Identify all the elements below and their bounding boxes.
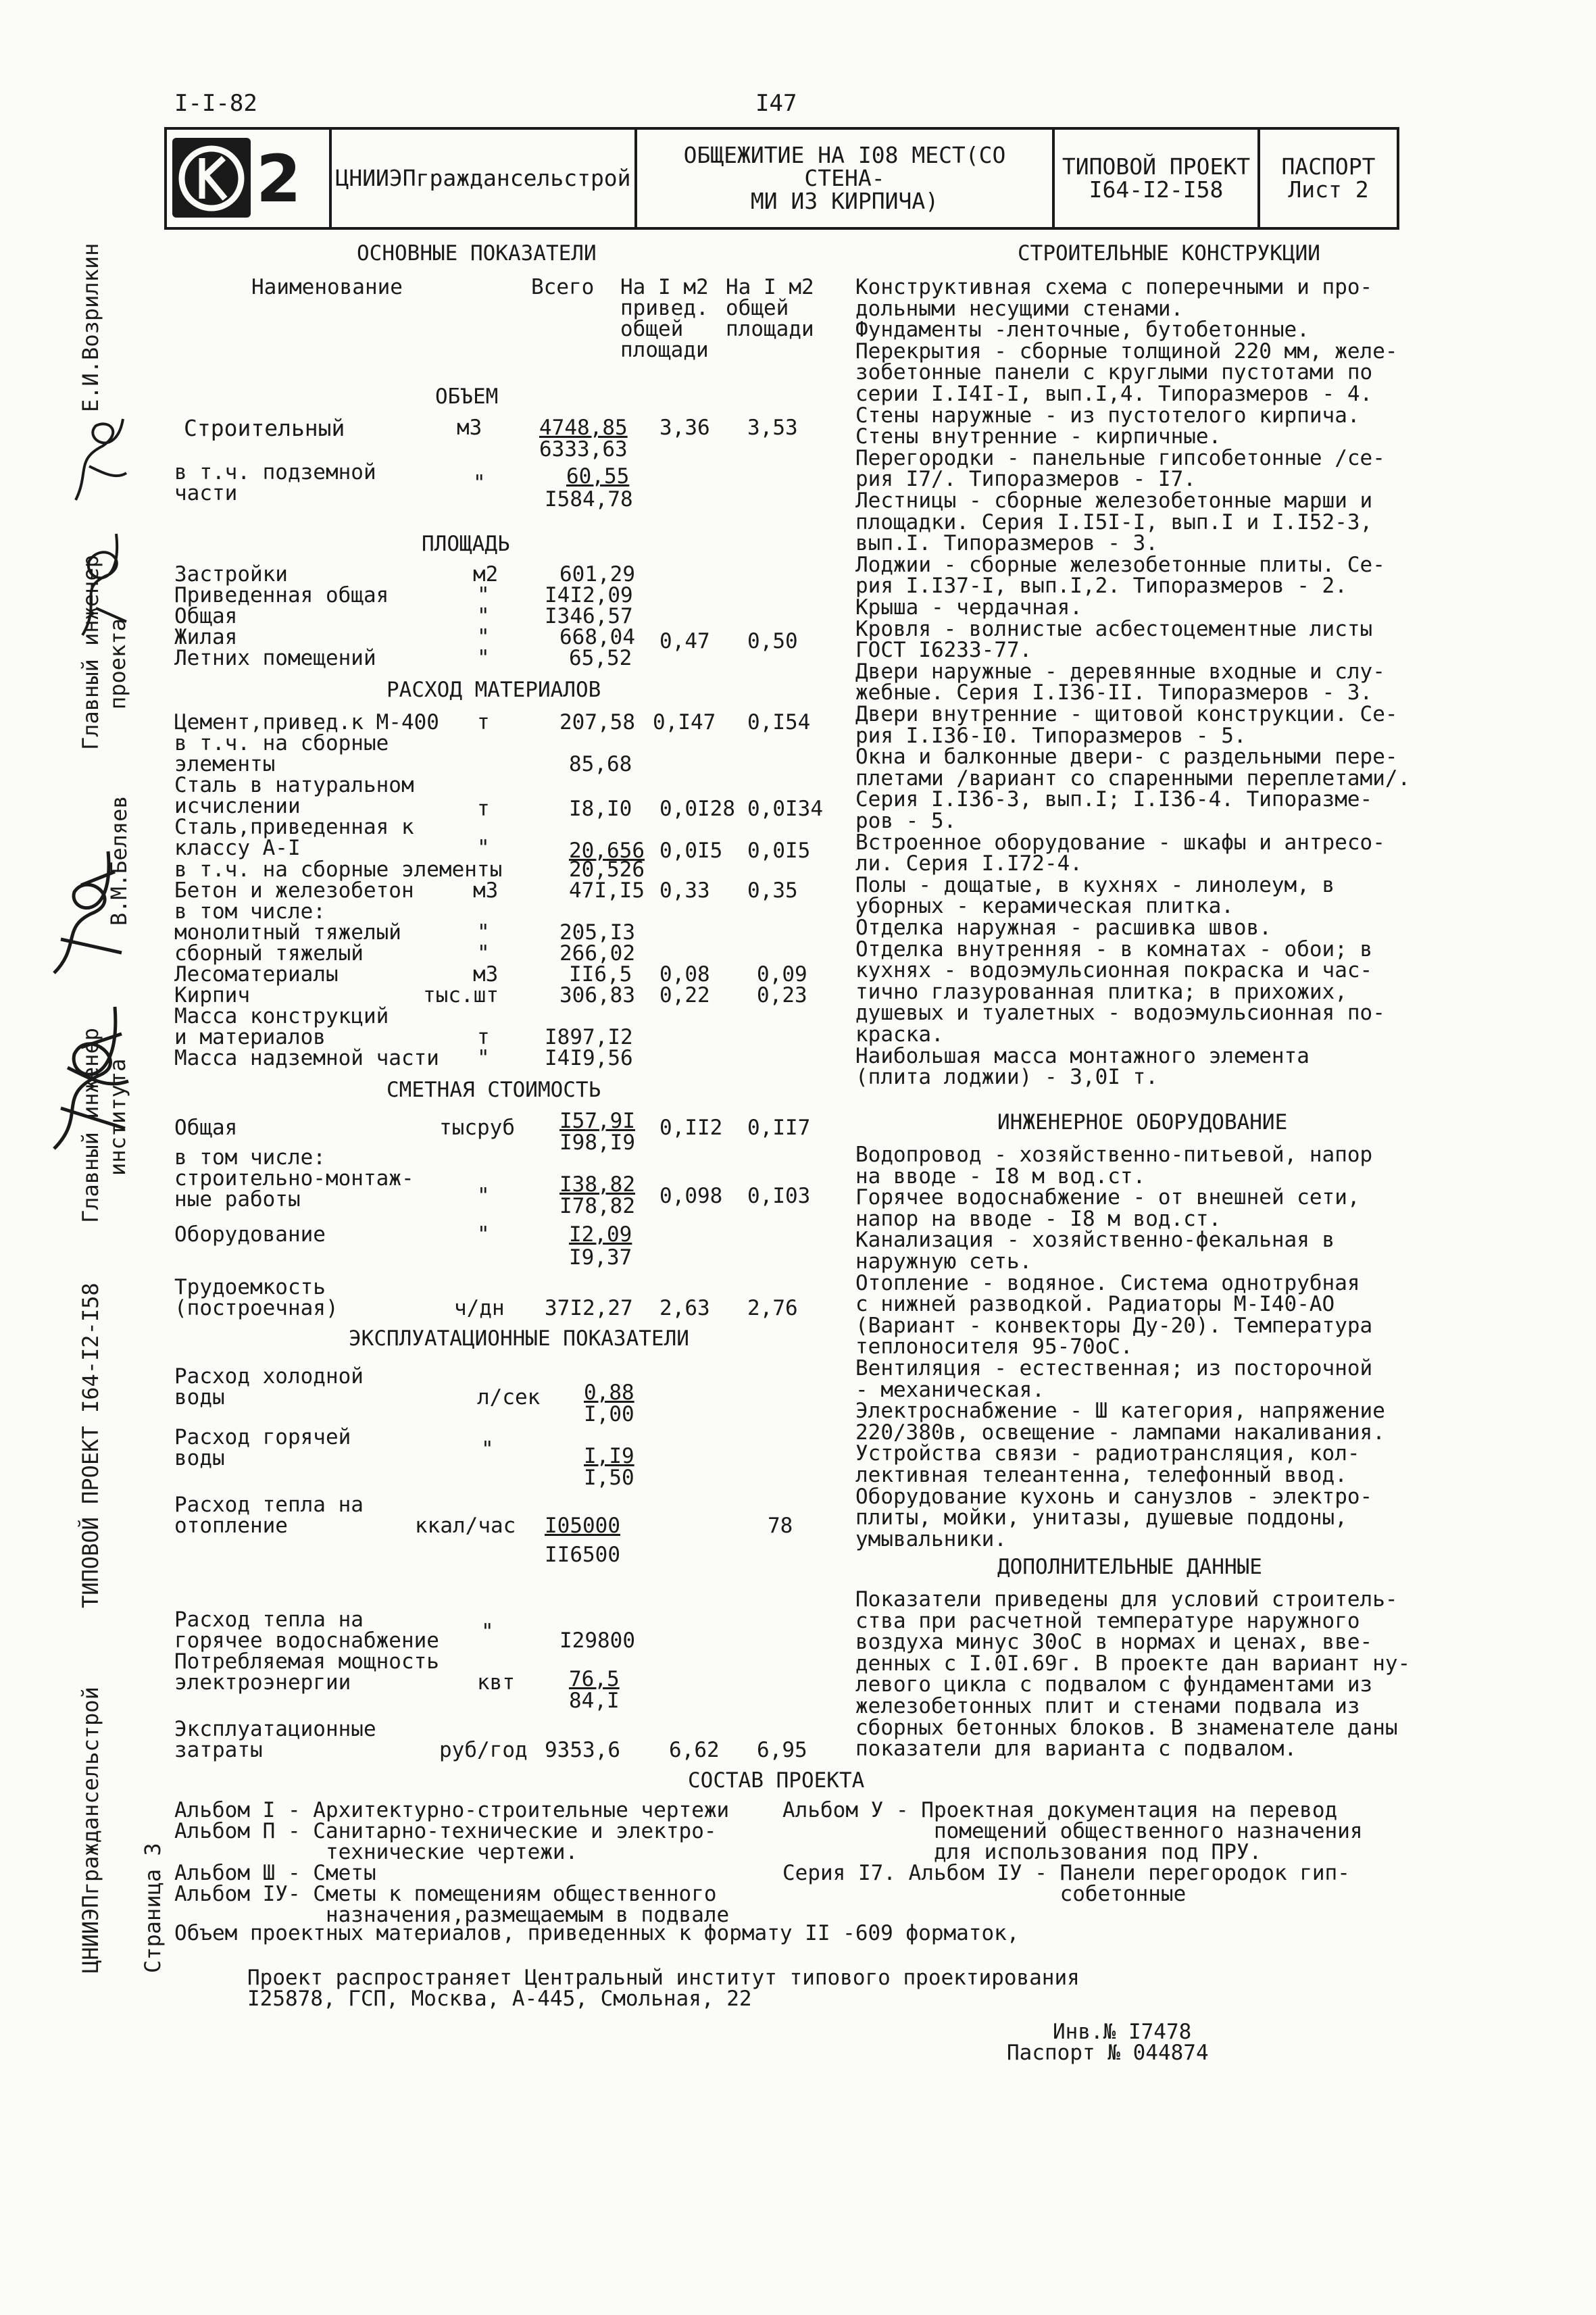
row-total: 76,5	[569, 1667, 620, 1691]
text-line: для использования под ПРУ.	[782, 1840, 1262, 1864]
text-line: Крыша - чердачная.	[855, 595, 1082, 620]
row-given: 0,47	[659, 629, 710, 653]
sidebar-engineer-name: В.М.Беляев	[106, 795, 132, 926]
row-label: Трудоемкость	[174, 1275, 326, 1299]
text-line: площадки. Серия I.I5I-I, вып.I и I.I52-3,	[855, 509, 1373, 534]
row-label: в т.ч. на сборные	[174, 731, 389, 755]
text-line: Двери наружные - деревянные входные и слу-	[855, 659, 1385, 684]
row-unit: л/сек	[477, 1385, 541, 1410]
text-line: железобетонных плит и стенами подвала из	[855, 1694, 1360, 1718]
row-total: 60,55	[566, 464, 630, 489]
sheet-label: Лист 2	[1288, 176, 1369, 203]
row-per-total: 0,23	[757, 983, 807, 1007]
row-total: 207,58	[559, 710, 635, 735]
signature-4-icon	[41, 1000, 135, 1155]
row-label: Цемент,привед.к М-400	[174, 710, 439, 735]
text-line: ли. Серия I.I72-4.	[855, 851, 1082, 876]
row-label: Общая	[174, 1116, 238, 1140]
row-total-basement: I98,I9	[559, 1130, 635, 1155]
column-header-total-area-3: площади	[726, 317, 814, 341]
row-given: 2,63	[659, 1296, 710, 1320]
text-line: левого цикла с подвалом с фундаментами из	[855, 1672, 1373, 1697]
row-total: 85,68	[569, 752, 632, 776]
row-label: Масса конструкций	[174, 1004, 389, 1028]
row-label: Расход горячей	[174, 1425, 351, 1449]
section-area: ПЛОЩАДЬ	[422, 532, 510, 556]
row-label: элементы	[174, 752, 276, 776]
text-line: денных с I.0I.69г. В проекте дан вариант ну-	[855, 1651, 1411, 1676]
text-line: Отопление - водяное. Система однотрубная	[855, 1270, 1360, 1295]
text-line: Канализация - хозяйственно-фекальная в	[855, 1228, 1335, 1253]
text-line: Двери внутренние - щитовой конструкции. Се-	[855, 702, 1398, 726]
text-line: Отделка наружная - расшивка швов.	[855, 916, 1272, 940]
column-header-total-area-2: общей	[726, 296, 789, 320]
row-per-total: 0,09	[757, 962, 807, 987]
text-line: собетонные	[782, 1882, 1187, 1906]
text-line: Альбом Ш - Сметы	[174, 1861, 376, 1885]
row-total: I05000	[545, 1514, 620, 1538]
section-title-main-indicators: ОСНОВНЫЕ ПОКАЗАТЕЛИ	[357, 241, 597, 266]
row-label: Застройки	[174, 562, 288, 587]
row-unit: "	[481, 1437, 494, 1462]
text-line: показатели для варианта с подвалом.	[855, 1737, 1297, 1762]
title-line-2: МИ ИЗ КИРПИЧА)	[750, 188, 939, 214]
text-line: умывальники.	[855, 1526, 1007, 1551]
row-total: I,I9	[584, 1444, 634, 1468]
sidebar-page: Страница 3	[140, 1843, 166, 1973]
row-total-basement: 6333,63	[539, 437, 628, 462]
row-total: 4748,85	[539, 416, 628, 440]
sidebar-organization: ЦНИИЭПграждансельстрой	[78, 1687, 103, 1973]
row-given: 6,62	[669, 1738, 720, 1762]
row-label: воды	[174, 1385, 225, 1410]
row-label: Приведенная общая	[174, 583, 389, 607]
text-line: тично глазурованная плитка; в прихожих,	[855, 979, 1347, 1004]
row-label: Расход тепла на	[174, 1493, 364, 1517]
row-unit: "	[477, 941, 490, 966]
row-given: 0,33	[659, 878, 710, 903]
text-line: 220/380в, освещение - лампами накаливания.	[855, 1420, 1385, 1445]
text-line: наружную сеть.	[855, 1249, 1032, 1274]
section-title-composition: СОСТАВ ПРОЕКТА	[688, 1768, 865, 1793]
text-line: Горячее водоснабжение - от внешней сети,	[855, 1185, 1360, 1210]
text-line: ства при расчетной температуре наружного	[855, 1608, 1360, 1633]
row-total-basement: I78,82	[559, 1194, 635, 1218]
row-given: 0,098	[659, 1184, 723, 1208]
column-header-total-area-1: На I м2	[726, 275, 814, 299]
row-unit: м3	[473, 878, 499, 903]
footer-distributor: Проект распространяет Центральный институт типового проектирования	[247, 1966, 1080, 1990]
row-per-total: 0,50	[747, 629, 798, 653]
row-label: строительно-монтаж-	[174, 1166, 414, 1191]
title-block	[164, 127, 1399, 230]
row-unit: "	[473, 471, 486, 495]
row-label: ные работы	[174, 1187, 301, 1212]
row-unit: "	[477, 646, 490, 670]
row-total-basement: I,50	[584, 1466, 634, 1490]
footer-address: I25878, ГСП, Москва, А-445, Смольная, 22	[247, 1987, 752, 2011]
row-unit: ккал/час	[415, 1514, 516, 1538]
row-unit: тысруб	[439, 1116, 515, 1140]
text-line: Лоджии - сборные железобетонные плиты. Се-	[855, 552, 1385, 577]
text-line: Лестницы - сборные железобетонные марши и	[855, 489, 1373, 513]
row-per-total: 6,95	[757, 1738, 807, 1762]
signature-1-icon	[62, 405, 136, 507]
text-line: рия I.I36-I0. Типоразмеров - 5.	[855, 723, 1247, 748]
text-line: вып.I. Типоразмеров - 3.	[855, 531, 1158, 556]
column-header-given-4: площади	[620, 338, 709, 362]
text-line: серии I.I4I-I, вып.I,4. Типоразмеров - 4.	[855, 382, 1373, 406]
row-unit: "	[477, 1184, 490, 1208]
row-label: классу А-I	[174, 836, 301, 860]
row-label: Сталь,приведенная к	[174, 815, 414, 839]
organization-name: ЦНИИЭПграждансельстрой	[335, 165, 631, 191]
row-total: I29800	[559, 1628, 635, 1653]
inventory-number: Инв.№ I7478	[1053, 2020, 1192, 2044]
text-line: Устройства связи - радиотрансляция, кол-	[855, 1441, 1360, 1466]
row-label: в т.ч. подземной	[174, 460, 376, 484]
section-title-engineering: ИНЖЕНЕРНОЕ ОБОРУДОВАНИЕ	[997, 1110, 1288, 1135]
row-label: и материалов	[174, 1025, 326, 1049]
row-label: исчислении	[174, 794, 301, 818]
text-line: уборных - керамическая плитка.	[855, 894, 1234, 919]
row-per-total: 0,0I5	[747, 839, 811, 863]
logo-number: 2	[256, 141, 301, 217]
text-line: ров - 5.	[855, 809, 957, 833]
row-per-total: 0,II7	[747, 1116, 811, 1140]
sidebar-institute-label: института	[105, 1058, 130, 1176]
section-title-extra: ДОПОЛНИТЕЛЬНЫЕ ДАННЫЕ	[997, 1555, 1262, 1579]
row-total: I4I2,09	[545, 583, 633, 607]
row-total: 668,04	[559, 625, 635, 649]
row-label: Летних помещений	[174, 646, 376, 670]
row-total: 37I2,27	[545, 1296, 633, 1320]
column-header-given-1: На I м2	[620, 275, 709, 299]
row-total: 601,29	[559, 562, 635, 587]
row-given: 0,0I28	[659, 797, 735, 821]
row-total: 9353,6	[545, 1738, 620, 1762]
row-unit: м3	[473, 962, 499, 987]
row-unit: квт	[477, 1670, 515, 1695]
row-unit: тыс.шт	[423, 983, 499, 1007]
text-line: с нижней разводкой. Радиаторы М-I40-АО	[855, 1292, 1335, 1317]
text-line: Отделка внутренняя - в комнатах - обои; в	[855, 937, 1373, 962]
row-total-basement: II6500	[545, 1543, 620, 1567]
signature-3-icon	[41, 845, 135, 980]
row-per-total: 0,I54	[747, 710, 811, 735]
row-unit: т	[477, 1025, 490, 1049]
row-label: Жилая	[174, 625, 238, 649]
column-header-name: Наименование	[251, 275, 403, 299]
row-label: воды	[174, 1446, 225, 1470]
text-line: кухнях - водоэмульсионная покраска и час-	[855, 958, 1373, 983]
row-label: сборный тяжелый	[174, 941, 364, 966]
text-line: ГОСТ I6233-77.	[855, 638, 1032, 663]
row-unit: т	[477, 710, 490, 735]
text-line: Наибольшая масса монтажного элемента	[855, 1043, 1310, 1068]
text-line: Стены внутренние - кирпичные.	[855, 424, 1222, 449]
row-label: Лесоматериалы	[174, 962, 339, 987]
row-label: Оборудование	[174, 1222, 326, 1247]
row-total: I38,82	[559, 1172, 635, 1197]
sidebar-project-label: проекта	[105, 618, 130, 710]
text-line: теплоносителя 95-70оС.	[855, 1335, 1133, 1360]
text-line: жебные. Серия I.I36-II. Типоразмеров - 3.	[855, 680, 1373, 705]
row-given: 3,36	[659, 416, 710, 440]
sidebar-author-name: Е.И.Возрилкин	[78, 243, 103, 412]
row-per-total: 3,53	[747, 416, 798, 440]
row-total: I8,I0	[569, 797, 632, 821]
row-label: Общая	[174, 604, 238, 628]
text-line: рия I.I37-I, вып.I,2. Типоразмеров - 2.	[855, 574, 1347, 599]
text-line: Оборудование кухонь и санузлов - электро-	[855, 1484, 1373, 1509]
row-total: I4I9,56	[545, 1046, 633, 1070]
row-label: Потребляемая мощность	[174, 1649, 439, 1674]
passport-number: Паспорт № 044874	[1007, 2041, 1209, 2065]
section-cost: СМЕТНАЯ СТОИМОСТЬ	[386, 1078, 601, 1102]
row-total: 0,88	[584, 1380, 634, 1405]
row-given: 0,0I5	[659, 839, 723, 863]
row-unit: м2	[473, 562, 499, 587]
text-line: краска.	[855, 1022, 944, 1047]
row-total-basement: I,00	[584, 1402, 634, 1426]
volume-line: Объем проектных материалов, приведенных к формату II -609 форматок,	[174, 1921, 1020, 1945]
row-given: 0,II2	[659, 1116, 723, 1140]
text-line: Альбом IУ- Сметы к помещениям общественного	[174, 1882, 717, 1906]
text-line: Окна и балконные двери- с раздельными пере-	[855, 745, 1398, 770]
text-line: рия I7/. Типоразмеров - I7.	[855, 467, 1196, 492]
text-line: Водопровод - хозяйственно-питьевой, напор	[855, 1143, 1373, 1167]
text-line: Серия I7. Альбом IУ - Панели перегородок гип-	[782, 1861, 1350, 1885]
sidebar-typical-project: ТИПОВОЙ ПРОЕКТ I64-I2-I58	[78, 1283, 103, 1608]
row-label: Масса надземной части	[174, 1046, 439, 1070]
row-given: 0,08	[659, 962, 710, 987]
section-title-constructions: СТРОИТЕЛЬНЫЕ КОНСТРУКЦИИ	[1018, 241, 1320, 266]
row-label: Расход холодной	[174, 1364, 364, 1389]
row-unit: ч/дн	[454, 1296, 505, 1320]
column-header-given-3: общей	[620, 317, 684, 341]
row-per-total: 0,0I34	[747, 797, 823, 821]
row-unit: т	[477, 797, 490, 821]
title-line-1: ОБЩЕЖИТИЕ НА I08 МЕСТ(СО СТЕНА-	[683, 142, 1006, 191]
section-materials: РАСХОД МАТЕРИАЛОВ	[386, 678, 601, 702]
text-line: плетами /вариант со спаренными переплетами/.	[855, 766, 1411, 791]
row-label: в том числе:	[174, 1145, 326, 1170]
row-unit: "	[477, 604, 490, 628]
row-per-total: 0,35	[747, 878, 798, 903]
project-label: ТИПОВОЙ ПРОЕКТ	[1062, 153, 1251, 180]
row-unit: "	[477, 583, 490, 607]
row-total: 47I,I5	[569, 878, 645, 903]
row-label: горячее водоснабжение	[174, 1628, 439, 1653]
row-given: 0,I47	[653, 710, 716, 735]
row-unit: "	[477, 1222, 490, 1247]
row-total: II6,5	[569, 962, 632, 987]
text-line: назначения,размещаемым в подвале	[174, 1903, 730, 1927]
section-volume: ОБЪЕМ	[435, 384, 499, 409]
text-line: напор на вводе - I8 м вод.ст.	[855, 1206, 1222, 1231]
row-label: затраты	[174, 1738, 263, 1762]
text-line: Показатели приведены для условий строитель-	[855, 1587, 1398, 1612]
row-total: 266,02	[559, 941, 635, 966]
row-given: 0,22	[659, 983, 710, 1007]
row-unit: "	[481, 1620, 494, 1644]
row-label: в т.ч. на сборные элементы	[174, 857, 503, 882]
text-line: технические чертежи.	[174, 1840, 578, 1864]
text-line: Кровля - волнистые асбестоцементные листы	[855, 616, 1373, 641]
row-total: 20,656	[569, 839, 645, 863]
row-label: монолитный тяжелый	[174, 920, 401, 945]
row-label: Строительный	[184, 415, 345, 441]
text-line: - механическая.	[855, 1377, 1045, 1402]
text-line: Серия I.I36-3, вып.I; I.I36-4. Типоразме-	[855, 787, 1373, 812]
row-label: части	[174, 481, 238, 505]
row-total-basement: I584,78	[545, 487, 633, 512]
row-total-basement: 84,I	[569, 1689, 620, 1713]
sidebar-chief-engineer-institute: Главный инженер	[78, 1028, 103, 1223]
row-unit: "	[477, 836, 490, 860]
text-line: Стены наружные - из пустотелого кирпича.	[855, 403, 1360, 428]
text-line: Альбом I - Архитектурно-строительные чертежи	[174, 1798, 730, 1822]
text-line: (Вариант - конвекторы Ду-20). Температура	[855, 1313, 1373, 1338]
row-label: Сталь в натуральном	[174, 773, 414, 797]
text-line: Электроснабжение - Ш категория, напряжение	[855, 1399, 1385, 1424]
text-line: зобетонные панели с круглыми пустотами по	[855, 360, 1373, 385]
text-line: Альбом У - Проектная документация на перевод	[782, 1798, 1338, 1822]
signature-2-icon	[62, 520, 136, 642]
row-label: Кирпич	[174, 983, 250, 1007]
text-line: Конструктивная схема с поперечными и про-	[855, 275, 1373, 299]
text-line: помещений общественного назначения	[782, 1819, 1363, 1843]
row-label: Эксплуатационные	[174, 1717, 376, 1741]
column-header-total: Всего	[531, 275, 595, 299]
text-line: Альбом П - Санитарно-технические и электро-	[174, 1819, 717, 1843]
row-label: Расход тепла на	[174, 1608, 364, 1632]
row-unit: руб/год	[439, 1738, 528, 1762]
row-total: 20,526	[569, 857, 645, 882]
row-unit: м3	[457, 416, 482, 440]
passport-label: ПАСПОРТ	[1281, 153, 1376, 180]
row-total: 306,83	[559, 983, 635, 1007]
text-line: Перекрытия - сборные толщиной 220 мм, желе-	[855, 339, 1398, 364]
text-line: Фундаменты -ленточные, бутобетонные.	[855, 318, 1310, 343]
text-line: Полы - дощатые, в кухнях - линолеум, в	[855, 872, 1335, 897]
logo-icon	[172, 138, 251, 218]
text-line: дольными несущими стенами.	[855, 296, 1184, 321]
text-line: воздуха минус 30оС в нормах и ценах, вве-	[855, 1630, 1373, 1655]
row-unit: "	[477, 625, 490, 649]
sidebar-chief-engineer-project: Главный инженер	[78, 555, 103, 750]
text-line: (плита лоджии) - 3,0I т.	[855, 1065, 1158, 1090]
text-line: плиты, мойки, унитазы, душевые поддоны,	[855, 1505, 1347, 1530]
text-line: Перегородки - панельные гипсобетонные /се-	[855, 445, 1385, 470]
row-label: отопление	[174, 1514, 288, 1538]
row-total: I2,09	[569, 1222, 632, 1247]
text-line: сборных бетонных блоков. В знаменателе даны	[855, 1715, 1398, 1740]
text-line: на вводе - I8 м вод.ст.	[855, 1164, 1146, 1189]
text-line: душевых и туалетных - водоэмульсионная по-	[855, 1001, 1385, 1026]
section-operation: ЭКСПЛУАТАЦИОННЫЕ ПОКАЗАТЕЛИ	[349, 1326, 689, 1351]
row-total: 65,52	[569, 646, 632, 670]
column-header-given-2: привед.	[620, 296, 709, 320]
row-per-total: 2,76	[747, 1296, 798, 1320]
text-line: Вентиляция - естественная; из посторочной	[855, 1356, 1373, 1380]
row-unit: "	[477, 920, 490, 945]
page-number: I47	[755, 90, 797, 117]
text-line: лективная телеантенна, телефонный ввод.	[855, 1463, 1347, 1487]
row-per-total: 0,I03	[747, 1184, 811, 1208]
project-number: I64-I2-I58	[1089, 176, 1224, 203]
row-total: I346,57	[545, 604, 633, 628]
row-unit: "	[477, 1046, 490, 1070]
row-total-basement: I9,37	[569, 1245, 632, 1270]
row-total: I57,9I	[559, 1109, 635, 1133]
row-total: 205,I3	[559, 920, 635, 945]
row-total: I897,I2	[545, 1025, 633, 1049]
document-code: I-I-82	[174, 90, 257, 117]
row-label: Бетон и железобетон	[174, 878, 414, 903]
row-label: в том числе:	[174, 899, 326, 924]
row-label: электроэнергии	[174, 1670, 351, 1695]
row-per-total: 78	[768, 1514, 793, 1538]
row-label: (построечная)	[174, 1296, 339, 1320]
text-line: Встроенное оборудование - шкафы и антресо-	[855, 830, 1385, 855]
